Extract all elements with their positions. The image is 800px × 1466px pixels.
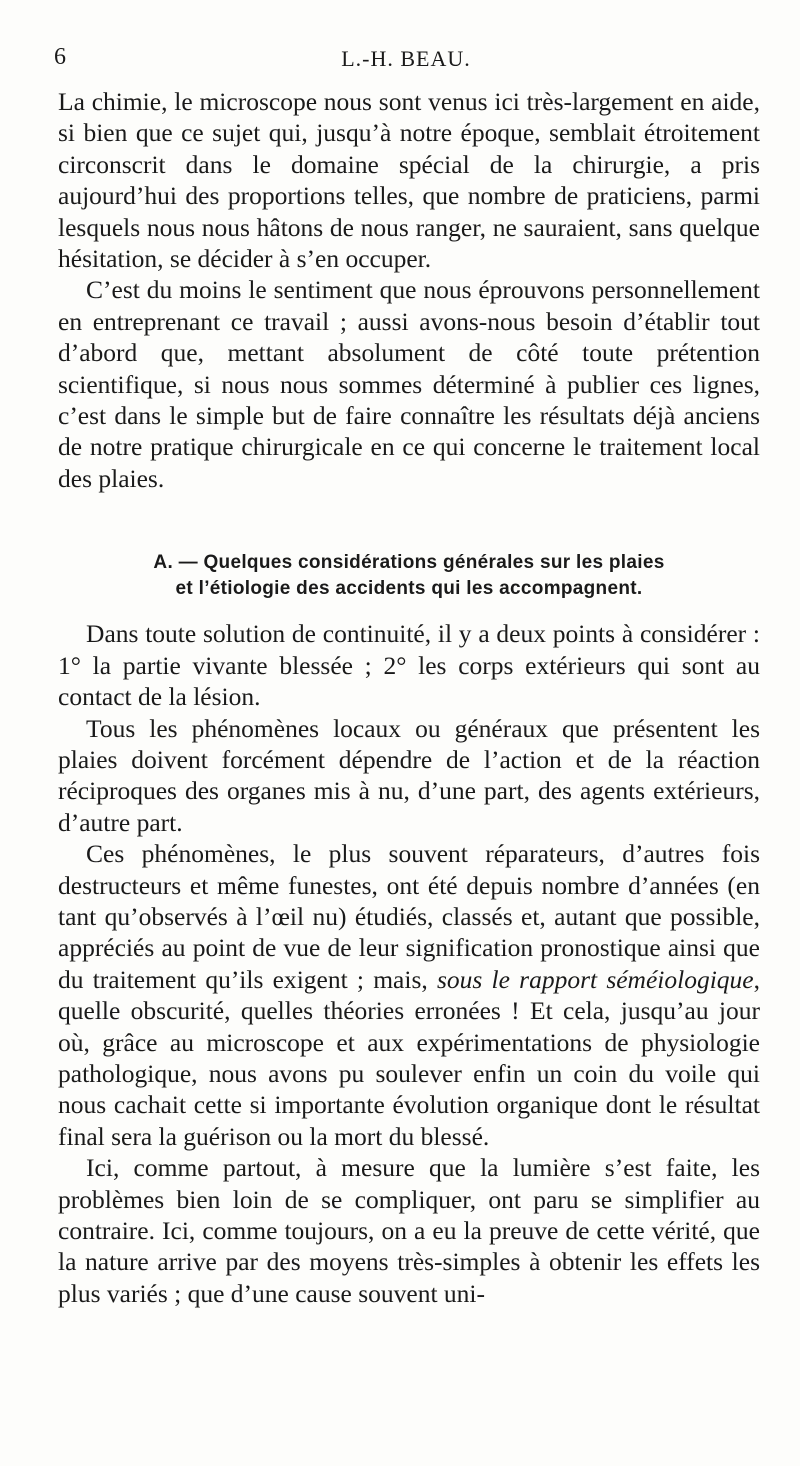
paragraph (58, 838, 760, 1152)
paragraph-text: , quelle obscurité, quelles théories erronées ! Et cela, jusqu’au jour où, grâce au microscope et aux expérimentations de physiologie pathologique, nous avons pu soulever enfin un coin du voile qui nous cachait cette si importante évolution organique dont le résultat final sera la guérison ou la mort du blessé. (58, 964, 760, 1151)
page-number: 6 (54, 44, 66, 70)
paragraph: Tous les phénomènes locaux ou généraux que présentent les plaies doivent forcément dépendre de l’action et de la réaction réciproques des organes mis à nu, d’une part, des agents extérieurs, d’autre part. (58, 713, 760, 837)
section-heading (78, 550, 740, 602)
paragraph: Ici, comme partout, à mesure que la lumière s’est faite, les problèmes bien loin de se compliquer, ont paru se simplifier au contraire. Ici, comme toujours, on a eu la preuve de cette vérité, que la nature arrive par des moyens très-simples à obtenir les effets les plus variés ; que d’une cause souvent uni- (58, 1153, 760, 1308)
page-body (58, 86, 760, 1309)
section-heading-line: et l’étiologie des accidents qui les accompagnent. (175, 578, 643, 600)
paragraph-text: Ces phénomènes, le plus souvent réparateurs, d’autres fois destructeurs et même funestes, ont été depuis nombre d’années (en tant qu’observés à l’œil nu) étudiés, classés et, autant que possible, appréciés au point de vue de leur signification pronostique ainsi que du traitement qu’ils exigent ; mais, (58, 839, 760, 994)
paragraph: Dans toute solution de continuité, il y a deux points à considérer : 1° la partie vivante blessée ; 2° les corps extérieurs qui sont au contact de la lésion. (58, 619, 760, 712)
paragraph: C’est du moins le sentiment que nous éprouvons personnellement en entreprenant ce travail ; aussi avons-nous besoin d’établir tout d’abord que, mettant absolument de côté toute prétention scientifique, si nous nous sommes déterminé à publier ces lignes, c’est dans le simple but de faire connaître les résultats déjà anciens de notre pratique chirurgicale en ce qui concerne le traitement local des plaies. (58, 275, 760, 493)
paragraph: La chimie, le microscope nous sont venus ici très-largement en aide, si bien que ce sujet qui, jusqu’à notre époque, semblait étroitement circonscrit dans le domaine spécial de la chirurgie, a pris aujourd’hui des proportions telles, que nombre de praticiens, parmi lesquels nous nous hâtons de nous ranger, ne sauraient, sans quelque hésitation, se décider à s’en occuper. (58, 87, 760, 274)
section-heading-line: A. — Quelques considérations générales sur les plaies (153, 552, 665, 574)
page-header (50, 44, 762, 84)
italic-phrase: sous le rapport séméiologique (436, 964, 754, 994)
running-head: L.-H. BEAU. (341, 46, 471, 71)
